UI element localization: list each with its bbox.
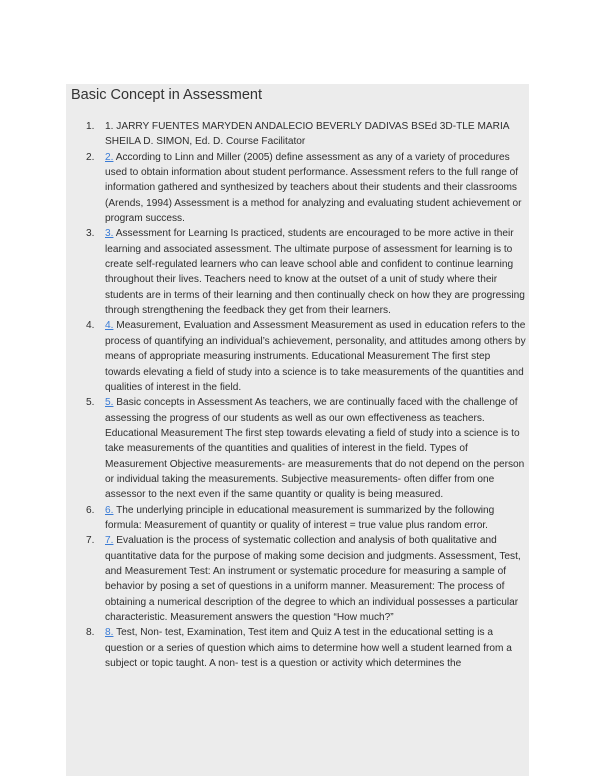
item-number: 7. — [86, 535, 95, 547]
item-number: 1. — [86, 121, 95, 132]
item-text: 1. JARRY FUENTES MARYDEN ANDALECIO BEVERLY DADIVAS BSEd 3D-TLE MARIA SHEILA D. SIMON, Ed. D. Course Facilitator — [105, 121, 509, 148]
list-item — [86, 119, 528, 150]
content-list — [86, 119, 528, 671]
item-number: 2. — [86, 151, 95, 163]
item-text: Assessment for Learning Is practiced, students are encouraged to be more active in their learning and associated assessment. The ultimate purpose of assessment for learning is to create self-regulated learners who can leave school able and confident to continue learning throughout their lives. Teachers need to know at the outset of a unit of study where their students are in terms of their learning and then continually check on how they are progressing through strengthening the feedback they get from their learners. — [105, 228, 525, 317]
item-link[interactable]: 4. — [105, 320, 114, 332]
list-item — [86, 533, 528, 625]
list-item — [86, 503, 528, 534]
list-item — [86, 226, 528, 318]
item-text: Basic concepts in Assessment As teachers, we are continually faced with the challenge of assessing the progress of our students as well as our own effectiveness as teachers. Educational Measurement The first step towards elevating a field of study into a science is to take measurements of the quantities and qualities of interest in the field. Types of Measurement Objective measurements- are measurements that do not depend on the person or individual taking the measurements. Subjective measurements- often differ from one assessor to the next even if the same quantity or quality is being measured. — [105, 397, 525, 501]
item-text: According to Linn and Miller (2005) define assessment as any of a variety of procedures used to obtain information about student performance. Assessment refers to the full range of information gathered and synthesized by teachers about their students and their classrooms (Arends, 1994) Assessment is a method for analyzing and evaluating student achievement or program success. — [105, 151, 522, 225]
item-link[interactable]: 2. — [105, 151, 114, 163]
item-link[interactable]: 6. — [105, 504, 114, 516]
item-number: 3. — [86, 228, 95, 240]
list-item — [86, 395, 528, 502]
item-text: The underlying principle in educational measurement is summarized by the following formula: Measurement of quantity or quality of interest = true value plus random error. — [105, 504, 495, 531]
item-number: 4. — [86, 320, 95, 332]
list-item — [86, 625, 528, 671]
item-text: Measurement, Evaluation and Assessment Measurement as used in education refers to the process of quantifying an individual’s achievement, personality, and attitudes among others by means of appropriate measuring instruments. Educational Measurement The first step towards elevating a field of study into a science is to take measurements of the quantities and qualities of interest in the field. — [105, 320, 526, 393]
item-text: Test, Non- test, Examination, Test item and Quiz A test in the educational setting is a question or a series of question which aims to determine how well a student learned from a subject or topic taught. A non- test is a question or activity which determines the — [105, 627, 512, 670]
item-number: 8. — [86, 627, 95, 639]
item-number: 6. — [86, 504, 95, 516]
item-text: Evaluation is the process of systematic collection and analysis of both qualitative and quantitative data for the purpose of making some decision and judgments. Assessment, Test, and Measurement Test: An instrument or systematic procedure for measuring a sample of behavior by posing a set of questions in a uniform manner. Measurement: The process of obtaining a numerical description of the degree to which an individual possesses a particular characteristic. Measurement answers the question “How much?” — [105, 535, 521, 623]
item-link[interactable]: 5. — [105, 397, 114, 409]
list-item — [86, 150, 528, 227]
item-link[interactable]: 8. — [105, 627, 114, 639]
list-item — [86, 318, 528, 395]
item-number: 5. — [86, 397, 95, 409]
item-link[interactable]: 3. — [105, 228, 114, 240]
document-title: Basic Concept in Assessment — [71, 87, 263, 103]
item-link[interactable]: 7. — [105, 535, 114, 547]
